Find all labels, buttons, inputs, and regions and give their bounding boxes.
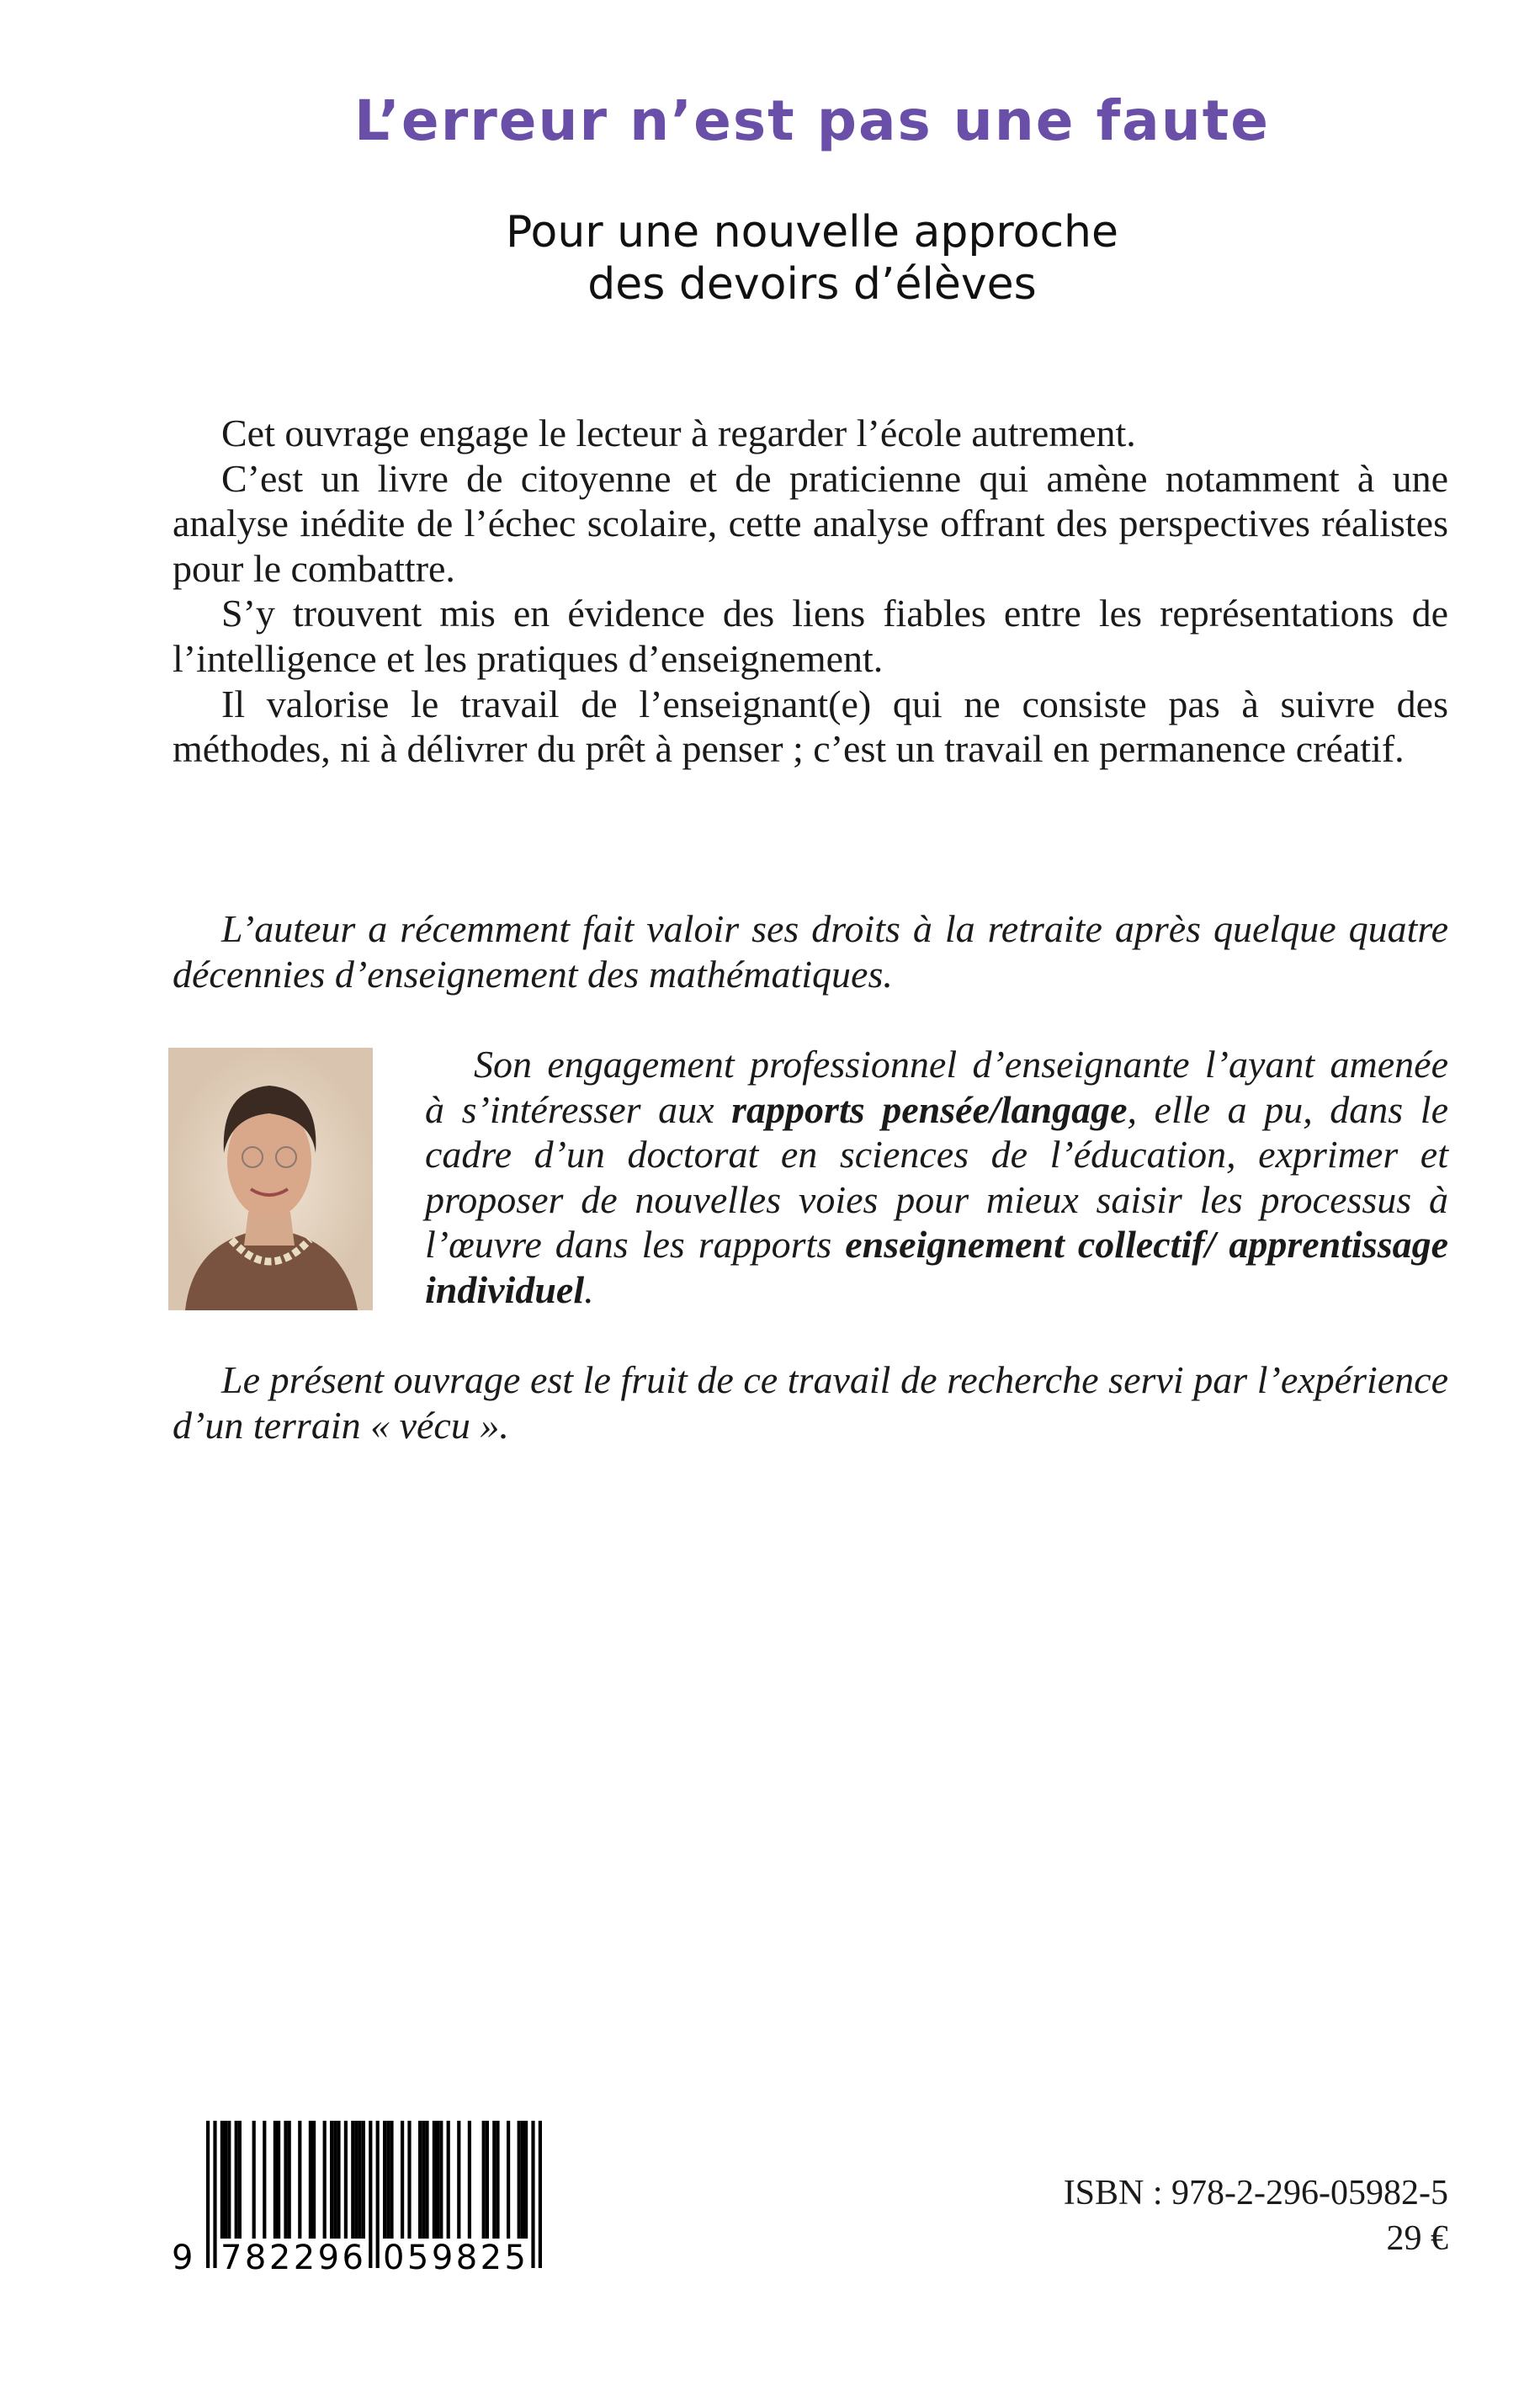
bio-emphasis: enseignement collectif/ apprentissage individuel <box>425 1223 1449 1311</box>
barcode-bar <box>401 2121 404 2239</box>
barcode-bar <box>309 2121 312 2239</box>
barcode-bar <box>439 2121 443 2239</box>
author-retirement <box>173 906 1448 996</box>
subtitle-line-2: des devoirs d’élèves <box>587 259 1037 310</box>
barcode-bar <box>351 2121 354 2239</box>
barcode-bar <box>312 2121 316 2239</box>
barcode-bar <box>507 2121 510 2239</box>
barcode-bar <box>333 2121 337 2239</box>
barcode-bar <box>457 2121 460 2239</box>
barcode-bar <box>330 2121 333 2239</box>
barcode-bar <box>354 2121 358 2239</box>
barcode-bar <box>344 2121 348 2239</box>
blurb-paragraph: Il valorise le travail de l’enseignant(e) qui ne consiste pas à suivre des méthodes, ni à délivrer du prêt à penser ; c’est un travail en permanence créatif. <box>173 682 1448 771</box>
barcode-bar <box>422 2121 425 2239</box>
barcode-bar <box>323 2121 327 2239</box>
blurb-paragraph: C’est un livre de citoyenne et de praticienne qui amène notamment à une analyse inédite de l’échec scolaire, cette analyse offrant des perspectives réalistes pour le combattre. <box>173 456 1448 590</box>
barcode-bar <box>433 2121 436 2239</box>
closing-paragraph <box>173 1357 1448 1447</box>
barcode-bar <box>263 2121 266 2239</box>
barcode-bar <box>337 2121 340 2239</box>
barcode-bar <box>531 2121 534 2268</box>
barcode-bar <box>418 2121 422 2239</box>
barcode <box>168 2121 555 2272</box>
barcode-bar <box>539 2121 542 2268</box>
barcode-bar <box>486 2121 489 2239</box>
barcode-bar <box>386 2121 390 2239</box>
barcode-bar <box>492 2121 496 2239</box>
blurb-paragraph: S’y trouvent mis en évidence des liens fiables entre les représentations de l’intelligence et les pratiques d’enseignement. <box>173 592 1448 680</box>
barcode-bar <box>213 2121 216 2268</box>
retirement-text: L’auteur a récemment fait valoir ses droits à la retraite après quelque quatre décennies d’enseignement des mathématiques. <box>173 907 1448 996</box>
barcode-bar <box>206 2121 210 2268</box>
barcode-bar <box>235 2121 238 2239</box>
barcode-bar <box>369 2121 372 2268</box>
author-bio <box>425 1042 1448 1313</box>
barcode-bar <box>252 2121 256 2239</box>
barcode-first-digit: 9 <box>172 2239 194 2272</box>
barcode-left-digits: 782296 <box>220 2239 364 2272</box>
barcode-bar <box>298 2121 301 2239</box>
barcode-bar <box>238 2121 242 2239</box>
barcode-bar <box>425 2121 428 2239</box>
author-photo <box>168 1048 373 1310</box>
blurb-paragraph: Cet ouvrage engage le lecteur à regarder l’école autrement. <box>221 412 1136 454</box>
book-subtitle <box>0 206 1540 311</box>
price: 29 € <box>1386 2219 1448 2258</box>
barcode-bar <box>277 2121 280 2239</box>
barcode-bar <box>220 2121 224 2239</box>
barcode-bar <box>383 2121 386 2239</box>
subtitle-line-1: Pour une nouvelle approche <box>506 207 1118 258</box>
barcode-bar <box>273 2121 277 2239</box>
barcode-bar <box>362 2121 365 2239</box>
barcode-bar <box>227 2121 231 2239</box>
book-title: L’erreur n’est pas une faute <box>353 88 1271 153</box>
bio-text: , elle a pu, dans le cadre d’un doctorat en sciences de l’éducation, exprimer et proposer de nouvelles voies pour mieux saisir les processus à l’œuvre dans les rapports <box>425 1087 1449 1267</box>
blurb <box>173 411 1448 772</box>
bio-text: Son engagement professionnel d’enseignante l’ayant amenée à s’intéresser aux <box>425 1043 1448 1131</box>
barcode-bar <box>407 2121 411 2239</box>
barcode-bar <box>284 2121 287 2239</box>
barcode-right-digits: 059825 <box>383 2239 526 2272</box>
barcode-bar <box>376 2121 380 2268</box>
barcode-bar <box>224 2121 227 2239</box>
barcode-bar <box>447 2121 450 2239</box>
barcode-bar <box>496 2121 499 2239</box>
barcode-bar <box>390 2121 393 2239</box>
barcode-bar <box>468 2121 471 2239</box>
isbn: ISBN : 978-2-296-05982-5 <box>1063 2174 1448 2212</box>
closing-text: Le présent ouvrage est le fruit de ce travail de recherche servi par l’expérience d’un terrain « vécu ». <box>173 1358 1448 1447</box>
barcode-bar <box>482 2121 486 2239</box>
barcode-bar <box>436 2121 439 2239</box>
bio-text: . <box>584 1267 594 1311</box>
barcode-bar <box>358 2121 362 2239</box>
barcode-bar <box>288 2121 291 2239</box>
barcode-bar <box>524 2121 528 2239</box>
barcode-bar <box>521 2121 524 2239</box>
barcode-bar <box>518 2121 521 2239</box>
bio-emphasis: rapports pensée/langage <box>731 1087 1128 1131</box>
